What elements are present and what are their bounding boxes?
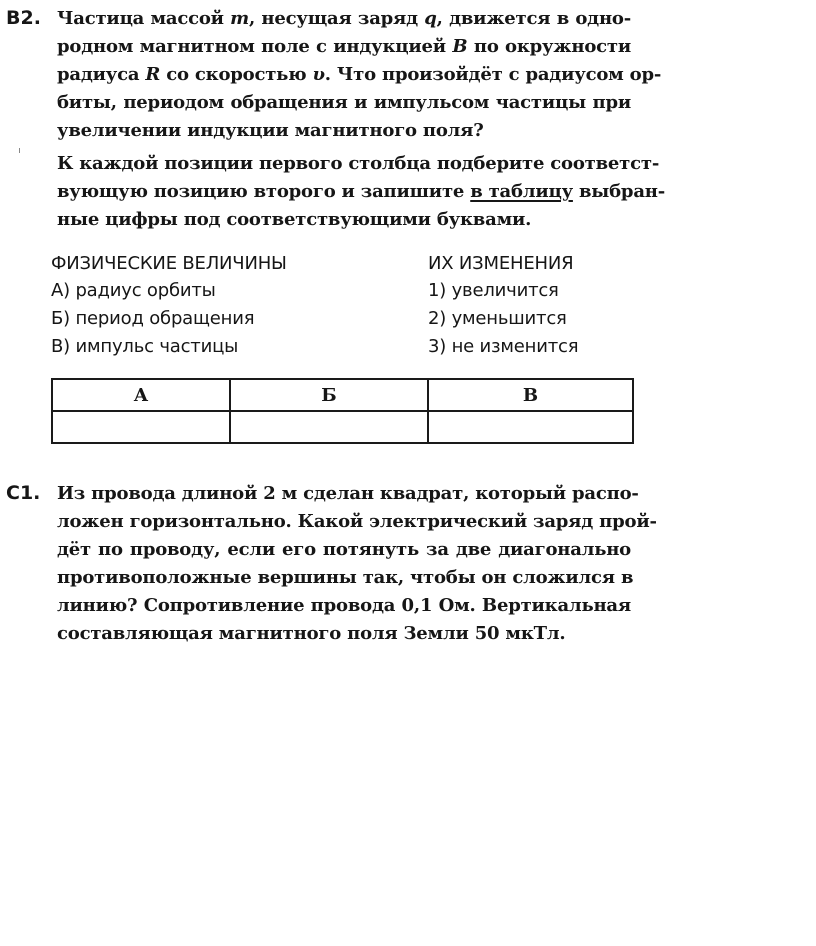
c1-text-line-2: ложен горизонтально. Какой электрический заряд прой- <box>57 511 657 532</box>
right-item-3: 3) не изменится <box>428 336 579 357</box>
margin-mark <box>19 148 20 153</box>
answer-cell-a[interactable] <box>52 411 230 443</box>
problem-b2-number: B2. <box>6 7 41 29</box>
answer-cell-b[interactable] <box>230 411 428 443</box>
b2-instruction-line-2: вующую позицию второго и запишите в таблицу выбран- <box>57 181 666 202</box>
answer-cell-v[interactable] <box>428 411 633 443</box>
c1-text-line-6: составляющая магнитного поля Земли 50 мкТл. <box>57 623 566 644</box>
b2-text-line-1: Частица массой m, несущая заряд q, движется в одно- <box>57 8 631 29</box>
answer-table-input-row <box>52 411 633 443</box>
answer-header-a: А <box>52 379 230 411</box>
answer-table-header-row <box>52 379 633 411</box>
b2-instruction-line-3: ные цифры под соответствующими буквами. <box>57 209 532 230</box>
right-column-header: ИХ ИЗМЕНЕНИЯ <box>428 253 574 274</box>
b2-text-line-5: увеличении индукции магнитного поля? <box>57 120 484 141</box>
left-item-a: А) радиус орбиты <box>51 280 216 301</box>
right-item-2: 2) уменьшится <box>428 308 567 329</box>
answer-header-v: В <box>428 379 633 411</box>
problem-c1-number: С1. <box>6 482 41 504</box>
b2-instruction-line-1: К каждой позиции первого столбца подберите соответст- <box>57 153 660 174</box>
b2-text-line-3: радиуса R со скоростью υ. Что произойдёт с радиусом ор- <box>57 64 662 85</box>
b2-text-line-4: биты, периодом обращения и импульсом частицы при <box>57 92 631 113</box>
left-item-v: В) импульс частицы <box>51 336 239 357</box>
c1-text-line-5: линию? Сопротивление провода 0,1 Ом. Вертикальная <box>57 595 631 616</box>
left-item-b: Б) период обращения <box>51 308 255 329</box>
c1-text-line-4: противоположные вершины так, чтобы он сложился в <box>57 567 634 588</box>
left-column-header: ФИЗИЧЕСКИЕ ВЕЛИЧИНЫ <box>51 253 287 274</box>
c1-text-line-1: Из провода длиной 2 м сделан квадрат, который распо- <box>57 483 639 504</box>
c1-text-line-3: дёт по проводу, если его потянуть за две диагонально <box>57 539 631 560</box>
b2-text-line-2: родном магнитном поле с индукцией B по окружности <box>57 36 631 57</box>
answer-header-b: Б <box>230 379 428 411</box>
right-item-1: 1) увеличится <box>428 280 559 301</box>
answer-table <box>51 378 634 444</box>
